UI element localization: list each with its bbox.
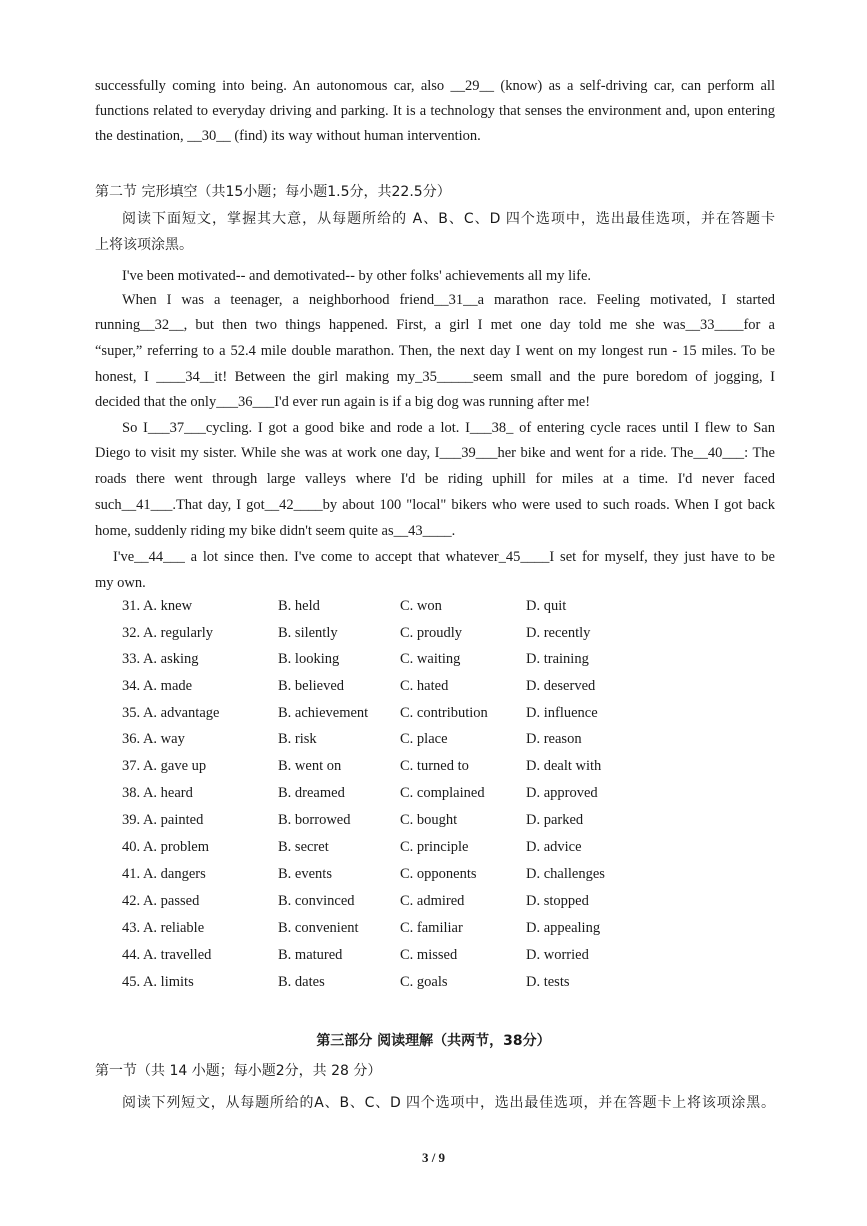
question-row-34 — [122, 678, 682, 700]
question-row-44 — [122, 947, 682, 969]
option-c: C. contribution — [400, 705, 488, 721]
option-d: D. training — [526, 651, 589, 667]
option-b: B. dreamed — [278, 785, 345, 801]
part3-section1-heading: 第一节（共 14 小题；每小题2分，共 28 分） — [95, 1063, 382, 1079]
option-c: C. proudly — [400, 625, 463, 641]
option-d: D. advice — [526, 839, 582, 855]
option-a: 44. A. travelled — [122, 947, 212, 963]
question-row-43 — [122, 920, 682, 942]
option-a: 41. A. dangers — [122, 866, 206, 882]
option-b: B. looking — [278, 651, 340, 667]
question-row-37 — [122, 758, 682, 780]
option-c: C. principle — [400, 839, 469, 855]
option-b: B. matured — [278, 947, 343, 963]
option-d: D. stopped — [526, 893, 589, 909]
option-a: 40. A. problem — [122, 839, 209, 855]
option-a: 38. A. heard — [122, 785, 193, 801]
page-number: 3 / 9 — [421, 1150, 446, 1165]
passage-line-8: Diego to visit my sister. While she was at work one day, I___39___her bike and went for a ride. The__40___: The — [95, 445, 775, 461]
intro-line-1: successfully coming into being. An autonomous car, also __29__ (know) as a self-driving car, can perform all — [95, 78, 775, 94]
intro-line-2: functions related to everyday driving and parking. It is a technology that senses the environment and, upon entering — [95, 103, 775, 119]
question-row-35 — [122, 705, 682, 727]
option-a: 35. A. advantage — [122, 705, 220, 721]
option-c: C. turned to — [400, 758, 469, 774]
option-c: C. waiting — [400, 651, 461, 667]
passage-line-6: decided that the only___36___I'd ever run again is if a big dog was running after me! — [95, 394, 591, 410]
question-row-33 — [122, 651, 682, 673]
option-a: 42. A. passed — [122, 893, 200, 909]
question-row-36 — [122, 731, 682, 753]
option-d: D. quit — [526, 598, 567, 614]
option-c: C. goals — [400, 974, 448, 990]
question-row-38 — [122, 785, 682, 807]
option-c: C. missed — [400, 947, 458, 963]
section2-instruction-2: 上将该项涂黑。 — [95, 237, 193, 253]
option-c: C. familiar — [400, 920, 463, 936]
passage-line-5: honest, I ____34__it! Between the girl making my_35_____seem small and the pure boredom of jogging, I — [95, 369, 775, 385]
option-d: D. parked — [526, 812, 584, 828]
option-b: B. secret — [278, 839, 329, 855]
passage-line-2: When I was a teenager, a neighborhood friend__31__a marathon race. Feeling motivated, I started — [122, 292, 775, 308]
option-c: C. opponents — [400, 866, 477, 882]
option-c: C. won — [400, 598, 442, 614]
question-row-39 — [122, 812, 682, 834]
option-d: D. deserved — [526, 678, 596, 694]
option-c: C. admired — [400, 893, 465, 909]
passage-line-10: such__41___.That day, I got__42____by about 100 "local" bikers who were used to such roads. When I got back — [95, 497, 775, 513]
part3-instruction: 阅读下列短文，从每题所给的A、B、C、D 四个选项中，选出最佳选项，并在答题卡上将该项涂黑。 — [122, 1095, 775, 1111]
question-row-41 — [122, 866, 682, 888]
part3-heading: 第三部分 阅读理解（共两节，38分） — [316, 1033, 551, 1049]
passage-line-3: running__32__, but then two things happened. First, a girl I met one day told me she was__33____for a — [95, 317, 775, 333]
question-row-31 — [122, 598, 682, 620]
option-b: B. believed — [278, 678, 345, 694]
option-b: B. held — [278, 598, 320, 614]
option-d: D. appealing — [526, 920, 601, 936]
option-b: B. risk — [278, 731, 317, 747]
section2-instruction-1: 阅读下面短文，掌握其大意，从每题所给的 A、B、C、D 四个选项中，选出最佳选项，并在答题卡 — [122, 211, 775, 227]
question-row-45 — [122, 974, 682, 996]
option-c: C. complained — [400, 785, 485, 801]
option-b: B. achievement — [278, 705, 369, 721]
passage-line-1: I've been motivated-- and demotivated-- by other folks' achievements all my life. — [122, 268, 592, 284]
passage-line-7: So I___37___cycling. I got a good bike and rode a lot. I___38_ of entering cycle races until I flew to San — [122, 420, 775, 436]
option-a: 39. A. painted — [122, 812, 204, 828]
option-c: C. bought — [400, 812, 458, 828]
passage-line-11: home, suddenly riding my bike didn't seem quite as__43____. — [95, 523, 456, 539]
passage-line-9: roads there went through large valleys where I'd be riding uphill for miles at a time. I'd never faced — [95, 471, 775, 487]
option-d: D. recently — [526, 625, 591, 641]
option-d: D. challenges — [526, 866, 605, 882]
option-a: 43. A. reliable — [122, 920, 205, 936]
option-a: 37. A. gave up — [122, 758, 207, 774]
option-b: B. silently — [278, 625, 338, 641]
option-d: D. approved — [526, 785, 598, 801]
passage-line-4: “super,” referring to a 52.4 mile double marathon. Then, the next day I went on my longest run - 15 miles. To be — [95, 343, 775, 359]
option-b: B. convinced — [278, 893, 355, 909]
option-a: 32. A. regularly — [122, 625, 214, 641]
question-row-42 — [122, 893, 682, 915]
option-b: B. went on — [278, 758, 342, 774]
option-d: D. worried — [526, 947, 589, 963]
option-b: B. dates — [278, 974, 325, 990]
option-d: D. influence — [526, 705, 598, 721]
option-a: 34. A. made — [122, 678, 193, 694]
option-b: B. convenient — [278, 920, 359, 936]
option-c: C. place — [400, 731, 448, 747]
option-d: D. dealt with — [526, 758, 602, 774]
option-c: C. hated — [400, 678, 449, 694]
passage-line-13: my own. — [95, 575, 146, 591]
option-a: 31. A. knew — [122, 598, 193, 614]
option-d: D. reason — [526, 731, 582, 747]
option-a: 36. A. way — [122, 731, 185, 747]
option-a: 45. A. limits — [122, 974, 194, 990]
question-row-40 — [122, 839, 682, 861]
intro-line-3: the destination, __30__ (find) its way without human intervention. — [95, 128, 481, 144]
option-d: D. tests — [526, 974, 570, 990]
section2-heading: 第二节 完形填空（共15小题；每小题1.5分，共22.5分） — [95, 184, 451, 200]
option-a: 33. A. asking — [122, 651, 199, 667]
passage-line-12: I've__44___ a lot since then. I've come to accept that whatever_45____I set for myself, they just have to be — [113, 549, 775, 565]
option-b: B. borrowed — [278, 812, 351, 828]
option-b: B. events — [278, 866, 332, 882]
question-row-32 — [122, 625, 682, 647]
